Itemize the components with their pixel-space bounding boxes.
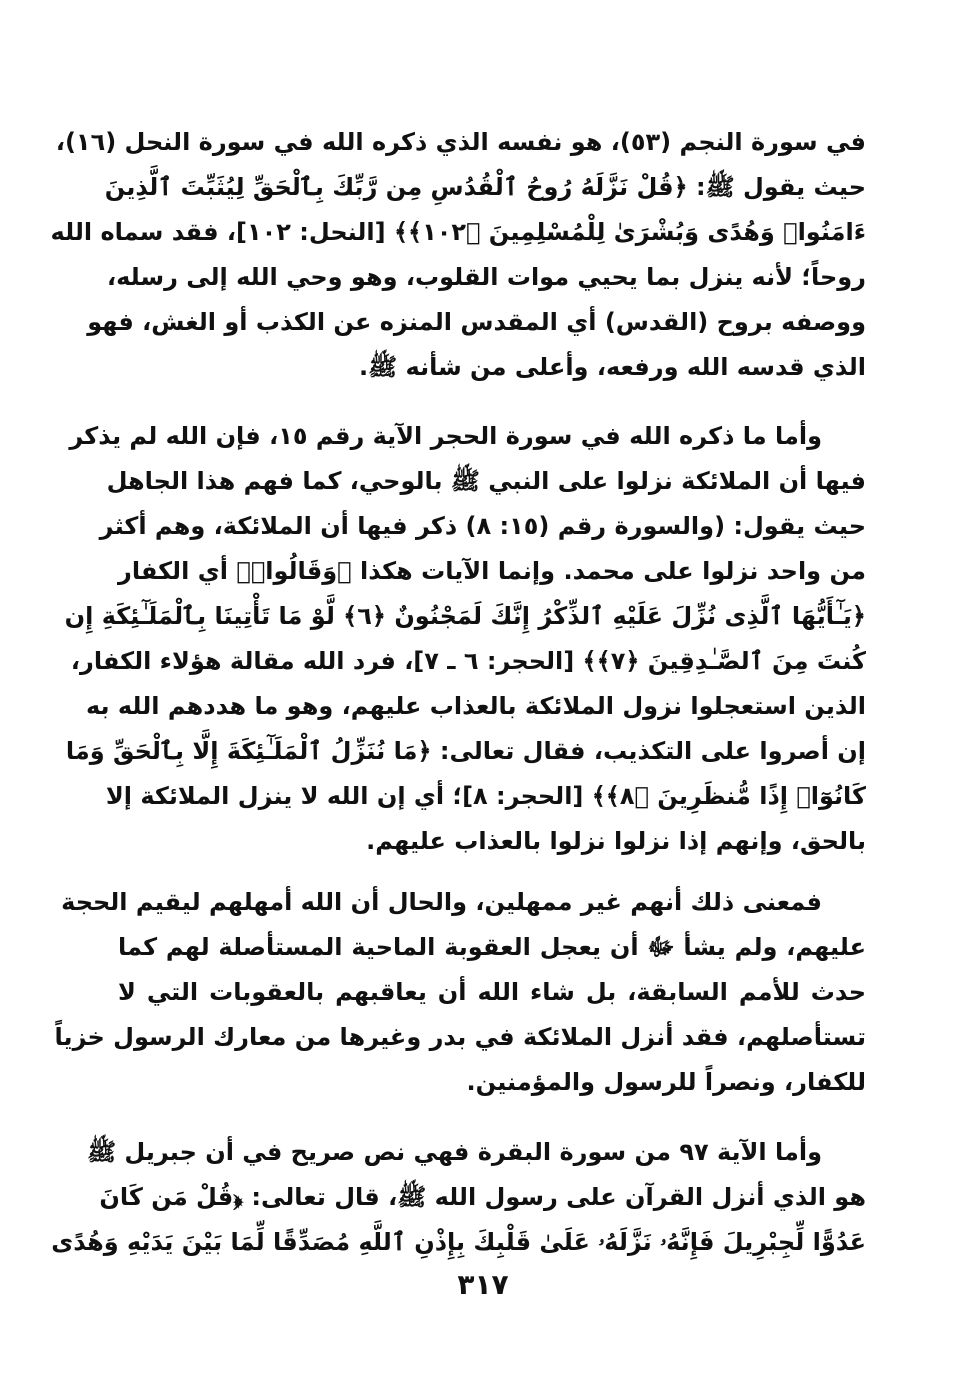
paragraph-line: وأما الآية ٩٧ من سورة البقرة فهي نص صريح في أن جبريل ﷺ [87,1138,822,1166]
paragraph-line: هو الذي أنزل القرآن على رسول الله ﷺ، قال تعالى: ﴿قُلْ مَن كَانَ [99,1183,866,1211]
paragraph-1 [50,120,866,390]
paragraph-line: من واحد نزلوا على محمد. وإنما الآيات هكذا ﴿وَقَالُوا۟﴾ أي الكفار [118,557,866,585]
paragraph-line: الذي قدسه الله ورفعه، وأعلى من شأنه ﷺ. [359,353,866,381]
paragraph-line: وأما ما ذكره الله في سورة الحجر الآية رقم ١٥، فإن الله لم يذكر [69,422,822,450]
paragraph-line: فمعنى ذلك أنهم غير ممهلين، والحال أن الله أمهلهم ليقيم الحجة [61,888,822,916]
paragraph-line: ءَامَنُوا۟ وَهُدًى وَبُشْرَىٰ لِلْمُسْلِمِينَ ﴿١٠٢﴾﴾ [النحل: ١٠٢]، فقد سماه الله [50,218,866,246]
paragraph-line: إن أصروا على التكذيب، فقال تعالى: ﴿مَا نُنَزِّلُ ٱلْمَلَـٰٓئِكَةَ إِلَّا بِٱلْحَقِّ وَمَا [65,737,866,765]
paragraph-3 [54,880,866,1105]
paragraph-line: ووصفه بروح (القدس) أي المقدس المنزه عن الكذب أو الغش، فهو [87,308,866,336]
paragraph-4 [51,1130,866,1265]
paragraph-line: كُنتَ مِنَ ٱلصَّـٰدِقِينَ ﴿٧﴾﴾ [الحجر: ٦ ـ ٧]، فرد الله مقالة هؤلاء الكفار، [70,647,866,675]
paragraph-2 [64,414,866,864]
paragraph-line: حدث للأمم السابقة، بل شاء الله أن يعاقبهم بالعقوبات التي لا [118,978,866,1006]
paragraph-line: فيها أن الملائكة نزلوا على النبي ﷺ بالوحي، كما فهم هذا الجاهل [106,467,866,495]
paragraph-line: روحاً؛ لأنه ينزل بما يحيي موات القلوب، وهو وحي الله إلى رسله، [107,263,866,291]
paragraph-line: الذين استعجلوا نزول الملائكة بالعذاب عليهم، وهو ما هددهم الله به [85,692,866,720]
paragraph-line: حيث يقول: (والسورة رقم (١٥: ٨) ذكر فيها أن الملائكة، وهم أكثر [99,512,866,540]
paragraph-line: عليهم، ولم يشأ ﷻ أن يعجل العقوبة الماحية المستأصلة لهم كما [118,933,866,961]
page-number: ٣١٧ [457,1268,509,1301]
paragraph-line: في سورة النجم (٥٣)، هو نفسه الذي ذكره الله في سورة النحل (١٦)، [55,128,866,156]
paragraph-line: تستأصلهم، فقد أنزل الملائكة في بدر وغيرها من معارك الرسول خزياً [54,1023,866,1051]
paragraph-line: ﴿يَـٰٓأَيُّهَا ٱلَّذِى نُزِّلَ عَلَيْهِ ٱلذِّكْرُ إِنَّكَ لَمَجْنُونٌ ﴿٦﴾ لَّوْ مَا تَأْتِينَا بِٱلْمَلَـٰٓئِكَةِ إِن [64,602,866,630]
paragraph-line: حيث يقول ﷺ: ﴿قُلْ نَزَّلَهُ رُوحُ ٱلْقُدُسِ مِن رَّبِّكَ بِٱلْحَقِّ لِيُثَبِّتَ ٱلَّذِينَ [104,173,866,201]
paragraph-line: بالحق، وإنهم إذا نزلوا نزلوا بالعذاب عليهم. [366,827,866,855]
paragraph-line: كَانُوٓا۟ إِذًا مُّنظَرِينَ ﴿٨﴾﴾ [الحجر: ٨]؛ أي إن الله لا ينزل الملائكة إلا [105,782,866,810]
paragraph-line: للكفار، ونصراً للرسول والمؤمنين. [466,1068,866,1096]
paragraph-line: عَدُوًّا لِّجِبْرِيلَ فَإِنَّهُۥ نَزَّلَهُۥ عَلَىٰ قَلْبِكَ بِإِذْنِ ٱللَّهِ مُصَدِّقًا لِّمَا بَيْنَ يَدَيْهِ وَهُدًى [51,1228,866,1256]
